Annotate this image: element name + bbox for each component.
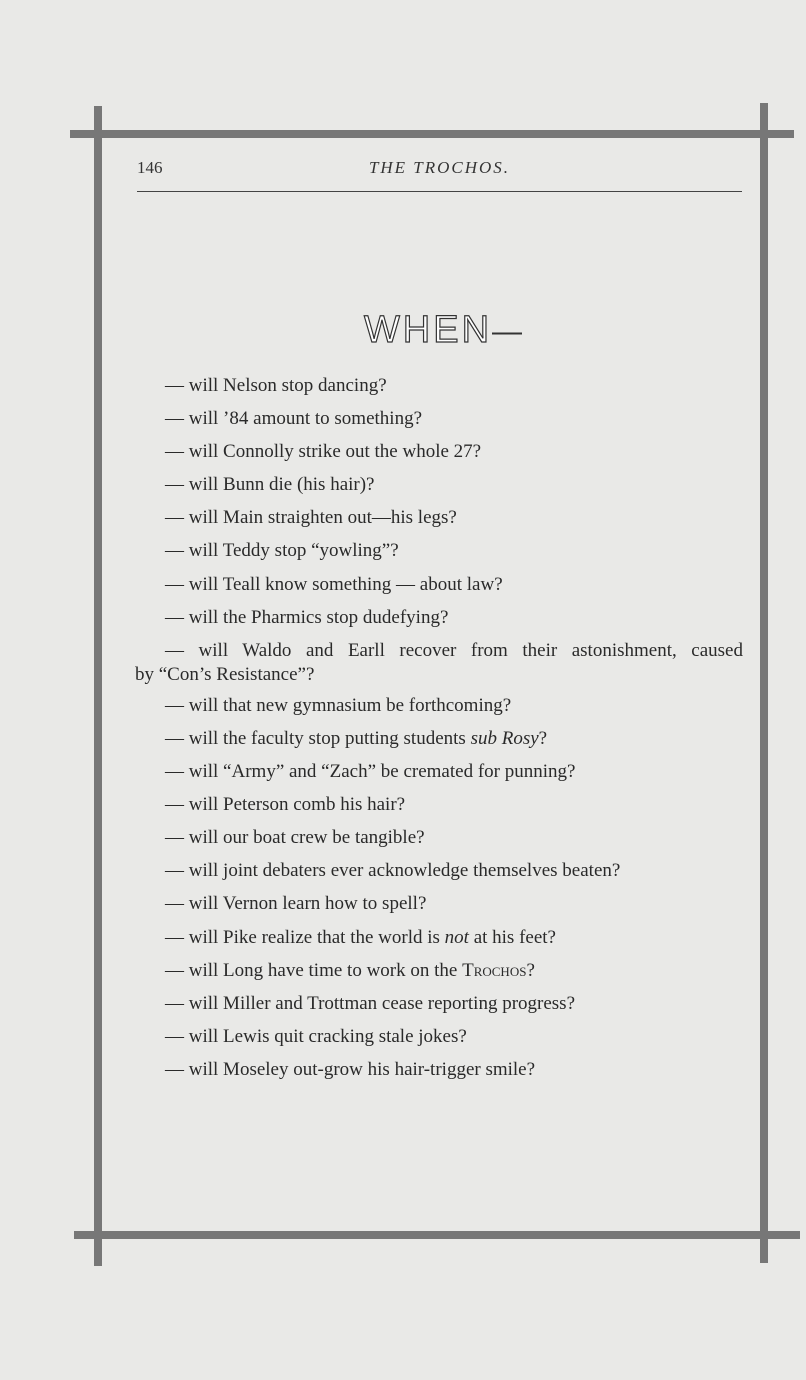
- question-item: — will Main straighten out—his legs?: [165, 507, 457, 529]
- question-text-end: ?: [526, 959, 535, 981]
- question-item: — will Bunn die (his hair)?: [165, 474, 375, 496]
- question-item: [135, 637, 743, 686]
- section-heading: [0, 308, 806, 354]
- question-item: — will joint debaters ever acknowledge themselves beaten?: [165, 860, 621, 882]
- border-bottom: [74, 1231, 800, 1239]
- question-text: — will the faculty stop putting students: [165, 727, 471, 749]
- border-top: [70, 130, 794, 138]
- question-item: — will “Army” and “Zach” be cremated for punning?: [165, 761, 576, 783]
- header-rule: [137, 191, 742, 192]
- question-item: — will Connolly strike out the whole 27?: [165, 441, 482, 463]
- question-line-continued: by “Con’s Resistance”?: [135, 663, 315, 685]
- question-item: [135, 924, 743, 951]
- question-text-end: at his feet?: [468, 926, 556, 948]
- question-item: — will Lewis quit cracking stale jokes?: [165, 1025, 467, 1047]
- question-text: — will Pike realize that the world is: [165, 926, 445, 948]
- question-item: — will Miller and Trottman cease reporting progress?: [165, 992, 576, 1014]
- question-item: [135, 725, 743, 752]
- question-text-end: ?: [538, 727, 548, 749]
- question-text: — will Long have time to work on the: [165, 959, 463, 981]
- journal-title: THE TROCHOS.: [368, 158, 511, 177]
- question-item: — will Nelson stop dancing?: [165, 375, 387, 396]
- question-item: — will Moseley out-grow his hair-trigger smile?: [165, 1058, 536, 1080]
- italic-text: sub Rosy: [470, 727, 539, 749]
- border-left: [94, 106, 102, 1266]
- heading-dash: —: [492, 314, 523, 348]
- italic-text: not: [444, 926, 469, 948]
- running-head: [137, 156, 742, 186]
- question-item: — will Teall know something — about law?: [165, 573, 503, 595]
- question-list: [135, 372, 743, 1089]
- question-item: — will Vernon learn how to spell?: [165, 893, 427, 915]
- question-item: [135, 957, 743, 984]
- question-item: — will ’84 amount to something?: [165, 408, 423, 430]
- question-item: — will Peterson comb his hair?: [165, 794, 406, 816]
- question-item: — will the Pharmics stop dudefying?: [165, 606, 449, 628]
- question-item: — will Teddy stop “yowling”?: [165, 540, 399, 562]
- page-number: 146: [137, 158, 163, 177]
- heading-text: WHEN: [363, 309, 493, 351]
- border-right: [760, 103, 768, 1263]
- question-item: — will our boat crew be tangible?: [165, 827, 425, 849]
- question-line: — will Waldo and Earll recover from their astonishment, caused: [165, 639, 743, 661]
- question-item: — will that new gymnasium be forthcoming?: [165, 694, 512, 716]
- smallcaps-text: Trochos: [462, 959, 527, 981]
